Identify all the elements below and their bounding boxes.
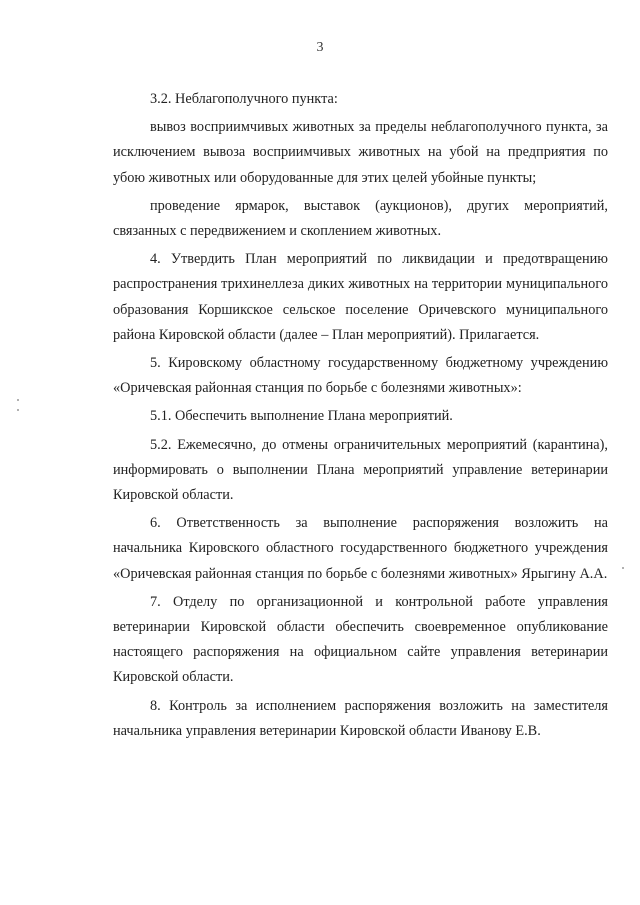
page-number: 3 xyxy=(316,40,324,55)
scan-speck xyxy=(17,399,19,401)
paragraph-6-responsibility: 6. Ответственность за выполнение распоряжения возложить на начальника Кировского областного государственного бюджетного учреждения «Оричевская районная станция по борьбе с болезнями животных» Ярыгину А.А. xyxy=(113,515,608,582)
paragraph-3-2-heading: 3.2. Неблагополучного пункта: xyxy=(150,91,338,107)
paragraph-5-1: 5.1. Обеспечить выполнение Плана мероприятий. xyxy=(150,408,453,425)
document-body xyxy=(113,87,608,744)
paragraph-7-publication: 7. Отделу по организационной и контрольной работе управления ветеринарии Кировской области обеспечить своевременное опубликование настоящего распоряжения на официальном сайте управления ветеринарии Кировской области. xyxy=(113,593,608,686)
paragraph-8-control: 8. Контроль за исполнением распоряжения возложить на заместителя начальника управления ветеринарии Кировской области Иванову Е.В. xyxy=(113,697,608,739)
scan-speck xyxy=(622,567,624,569)
paragraph-3-2-export-ban: вывоз восприимчивых животных за пределы неблагополучного пункта, за исключением вывоза восприимчивых животных на убой на предприятия по убою животных или оборудованные для этих целей убойные пункты; xyxy=(113,119,608,186)
paragraph-3-2-fairs-ban: проведение ярмарок, выставок (аукционов), других мероприятий, связанных с передвижением и скоплением животных. xyxy=(113,197,608,240)
paragraph-5-institution: 5. Кировскому областному государственному бюджетному учреждению «Оричевская районная станция по борьбе с болезнями животных»: xyxy=(113,355,608,397)
paragraph-5-2: 5.2. Ежемесячно, до отмены ограничительных мероприятий (карантина), информировать о выполнении Плана мероприятий управление ветеринарии Кировской области. xyxy=(113,436,608,504)
scan-speck xyxy=(17,409,19,411)
paragraph-4-approve-plan: 4. Утвердить План мероприятий по ликвидации и предотвращению распространения трихинеллеза диких животных на территории муниципального образования Коршикское сельское поселение Оричевского муниципального района Кировской области (далее – План мероприятий). Прилагается. xyxy=(113,251,608,343)
